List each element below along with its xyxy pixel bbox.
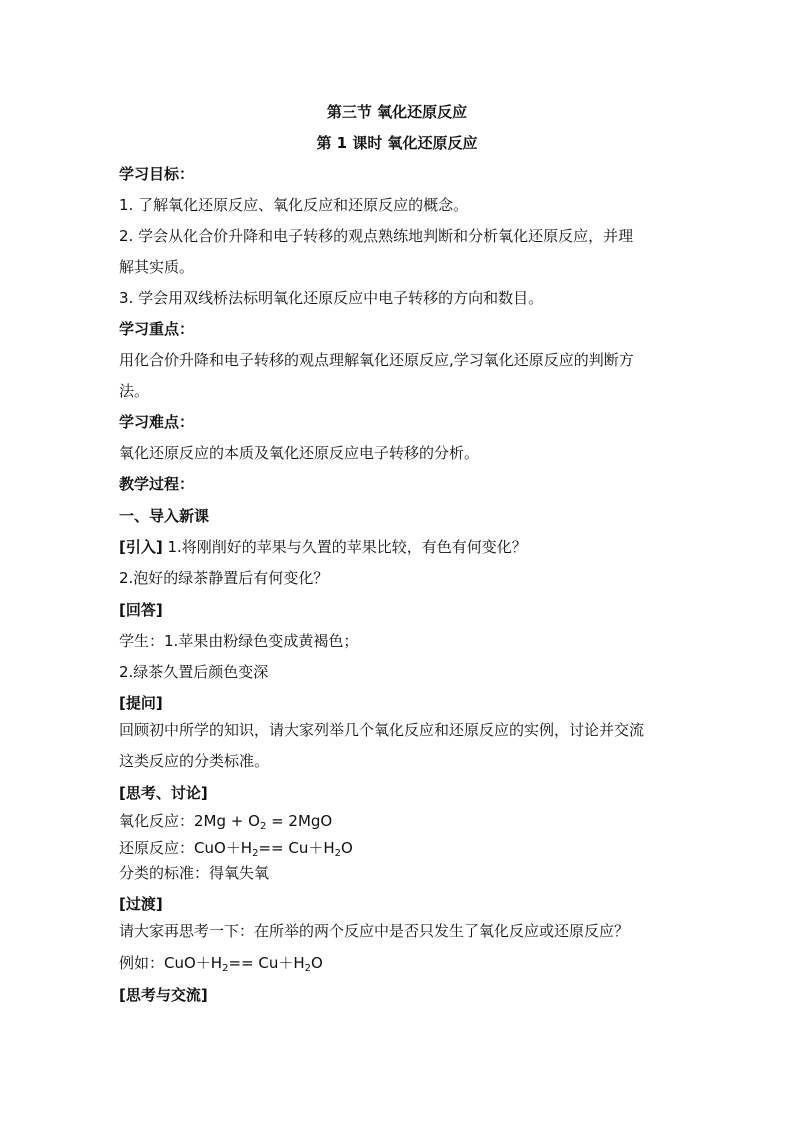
key-points-line2: 法。 xyxy=(119,382,150,400)
example-line xyxy=(119,953,323,973)
example-label: 例如： xyxy=(119,954,165,972)
ask-tag: [提问] xyxy=(119,694,163,712)
key-points-heading: 学习重点： xyxy=(119,320,195,338)
example-equation: $CuO+H_2== Cu+H_2O$ xyxy=(164,954,323,974)
think-discuss-tag: [思考、讨论] xyxy=(119,784,208,802)
section-heading-intro: 一、导入新课 xyxy=(119,507,210,525)
reduction-reaction-line xyxy=(119,838,353,858)
objective-item-2-line1: 2. 学会从化合价升降和电子转移的观点熟练地判断和分析氧化还原反应，并理 xyxy=(119,227,634,245)
objective-item-2-line2: 解其实质。 xyxy=(119,258,195,276)
key-points-line1: 用化合价升降和电子转移的观点理解氧化还原反应,学习氧化还原反应的判断方 xyxy=(119,351,634,369)
intro-line xyxy=(119,537,527,557)
objectives-heading: 学习目标： xyxy=(119,165,195,183)
difficulties-text: 氧化还原反应的本质及氧化还原反应电子转移的分析。 xyxy=(119,444,480,462)
oxidation-label: 氧化反应： xyxy=(119,812,195,830)
objective-item-3: 3. 学会用双线桥法标明氧化还原反应中电子转移的方向和数目。 xyxy=(119,289,544,307)
process-heading: 教学过程： xyxy=(119,475,195,493)
oxidation-equation: $2Mg + O_2 = 2MgO$ xyxy=(194,812,333,832)
transition-tag: [过渡] xyxy=(119,895,163,913)
ask-line-2: 这类反应的分类标准。 xyxy=(119,752,270,770)
page-title: 第三节 氧化还原反应 xyxy=(326,103,468,121)
ask-line-1: 回顾初中所学的知识，请大家列举几个氧化反应和还原反应的实例，讨论并交流 xyxy=(119,721,645,739)
answer-tag: [回答] xyxy=(119,601,163,619)
intro-question-1: 1.将刚削好的苹果与久置的苹果比较，有色有何变化？ xyxy=(162,538,527,556)
answer-line-2: 2.绿茶久置后颜色变深 xyxy=(119,663,269,681)
intro-question-2: 2.泡好的绿茶静置后有何变化？ xyxy=(119,569,329,587)
intro-tag: [引入] xyxy=(119,538,163,556)
reduction-equation: $CuO+H_2== Cu+H_2O$ xyxy=(194,839,353,859)
oxidation-reaction-line xyxy=(119,811,332,831)
difficulties-heading: 学习难点： xyxy=(119,413,195,431)
think-exchange-tag: [思考与交流] xyxy=(119,986,208,1004)
answer-line-1: 学生：1.苹果由粉绿色变成黄褐色； xyxy=(119,632,359,650)
reduction-label: 还原反应： xyxy=(119,839,195,857)
transition-text: 请大家再思考一下：在所举的两个反应中是否只发生了氧化反应或还原反应？ xyxy=(119,922,630,940)
objective-item-1: 1. 了解氧化还原反应、氧化反应和还原反应的概念。 xyxy=(119,196,469,214)
page-subtitle: 第 1 课时 氧化还原反应 xyxy=(316,134,478,152)
classification-criteria: 分类的标准：得氧失氧 xyxy=(119,864,270,882)
